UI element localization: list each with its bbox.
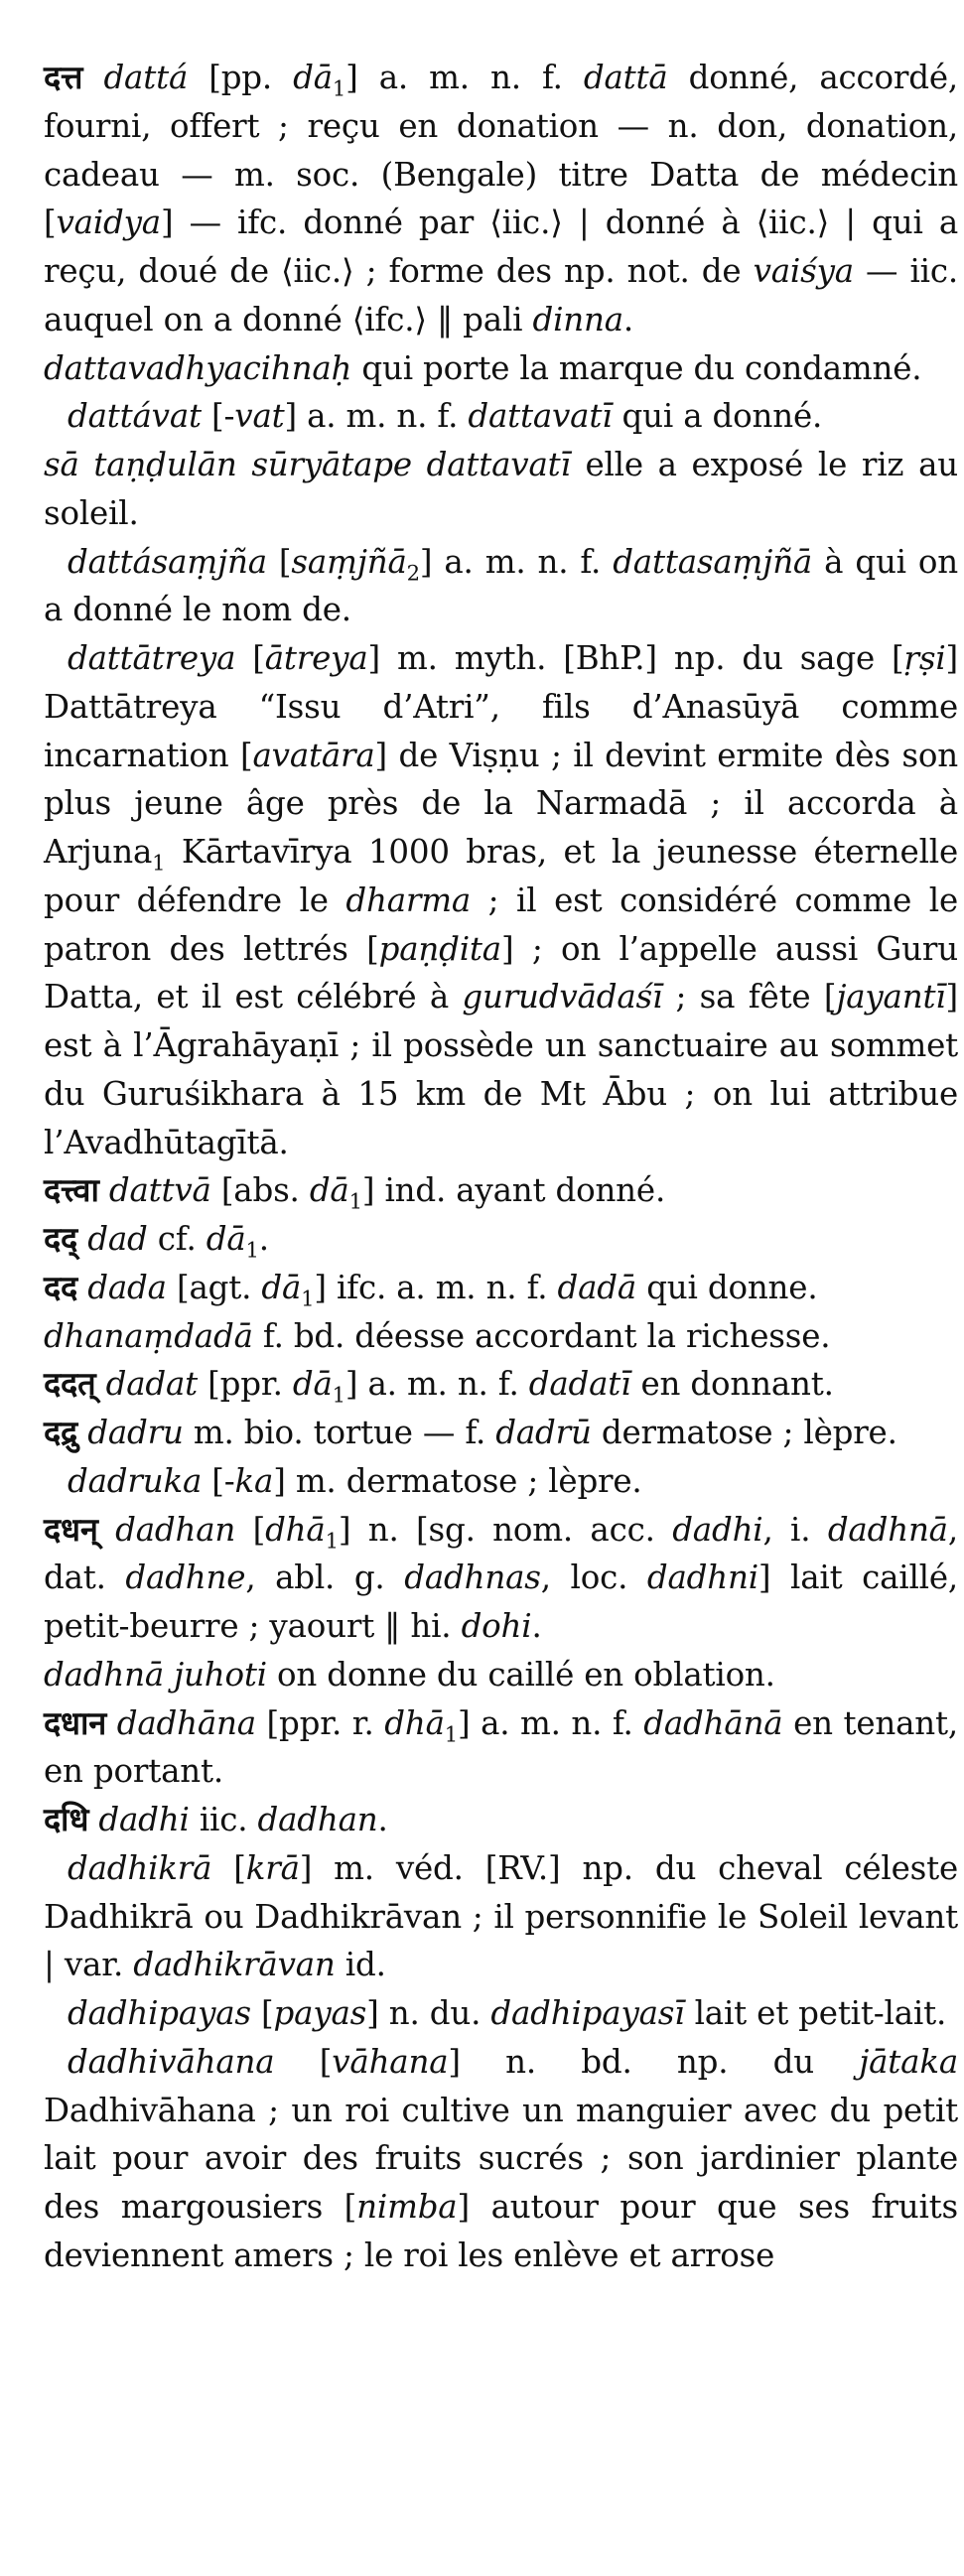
italic-term: dada	[87, 1268, 167, 1306]
italic-term: ātreya	[264, 639, 368, 677]
dictionary-entry	[44, 441, 958, 538]
entry-text: ; il est considéré comme le patron des lettrés [	[44, 881, 958, 968]
entry-text: [agt.	[166, 1268, 262, 1306]
entry-text: ] a. m. n. f.	[419, 542, 614, 581]
entry-text	[99, 1171, 109, 1209]
entry-text: f. bd. déesse accordant la richesse.	[252, 1316, 831, 1355]
entry-text	[77, 1269, 87, 1306]
italic-term: vaidya	[56, 203, 161, 242]
entry-text: , loc.	[540, 1559, 647, 1597]
entry-text: [pp.	[188, 59, 294, 96]
italic-term: dattā	[583, 59, 668, 96]
italic-term: dattavatī	[468, 397, 613, 436]
entry-text: donné, accordé, fourni, offert ; reçu en donation — n. don, donation, cadeau — m. soc. (Bengale) titre Datta de médecin [	[44, 59, 958, 242]
dictionary-entry	[44, 1506, 958, 1651]
entry-text: elle a exposé le riz au soleil.	[44, 446, 958, 532]
entry-text: [-	[201, 397, 235, 436]
entry-text: ] m. myth. [BhP.] np. du sage [	[367, 639, 904, 677]
entry-text: ] a. m. n. f.	[458, 1703, 644, 1742]
entry-text	[106, 1704, 117, 1742]
italic-term: dadat	[105, 1365, 199, 1404]
entry-text: m. bio. tortue — f.	[183, 1414, 496, 1451]
entry-text: [	[235, 1510, 266, 1549]
entry-text: id.	[335, 1946, 386, 1984]
dictionary-entry	[44, 344, 958, 393]
entry-text: ] autour pour que ses fruits deviennent amers ; le roi les enlève et arrose	[44, 2188, 958, 2274]
subscript-index: 1	[332, 75, 346, 101]
entry-text: à qui on a donné le nom de.	[44, 542, 958, 629]
headword-devanagari: दत्त	[44, 59, 83, 96]
entry-text: lait et petit-lait.	[684, 1994, 947, 2032]
entry-text: [	[211, 1848, 246, 1887]
entry-text: ] ifc. a. m. n. f.	[314, 1268, 558, 1306]
italic-term: dadhipayas	[68, 1994, 251, 2032]
dictionary-entry	[44, 1457, 958, 1506]
subscript-index: 1	[325, 1528, 339, 1553]
headword-devanagari: ददत्	[44, 1365, 96, 1404]
entry-text: , i.	[762, 1510, 828, 1549]
dictionary-entry	[44, 2038, 958, 2280]
italic-term: dadhānā	[643, 1703, 783, 1742]
italic-term: vaiśya	[753, 252, 854, 290]
italic-term: dhā	[265, 1510, 326, 1549]
entry-text	[82, 59, 103, 96]
entry-text: qui a donné.	[612, 397, 823, 436]
entry-text	[98, 1511, 115, 1549]
italic-term: dadhikrāvan	[133, 1946, 336, 1984]
subscript-index: 1	[332, 1382, 345, 1408]
entry-text: .	[377, 1801, 388, 1838]
entry-text: ] Dattātreya “Issu d’Atri”, fils d’Anasūyā comme incarnation [	[44, 639, 958, 774]
italic-term: dadatī	[528, 1365, 631, 1404]
italic-term: dadhi	[672, 1510, 763, 1549]
entry-text: .	[622, 300, 634, 339]
subscript-index: 2	[406, 560, 420, 585]
italic-term: paṇḍita	[378, 929, 501, 968]
italic-term: dadruka	[68, 1461, 203, 1500]
italic-term: dattávat	[68, 397, 202, 436]
entry-text: , abl. g.	[245, 1559, 405, 1597]
italic-term: dinna	[532, 300, 623, 339]
entry-text: en donnant.	[630, 1365, 834, 1404]
subscript-index: 1	[348, 1188, 362, 1214]
italic-term: dadrū	[495, 1414, 592, 1451]
italic-term: dadā	[557, 1268, 637, 1306]
entry-text: ; sa fête [	[662, 978, 837, 1017]
entry-text: ] n. [sg. nom. acc.	[338, 1510, 673, 1549]
entry-text: qui porte la marque du condamné.	[351, 348, 922, 387]
entry-text	[77, 1220, 87, 1258]
entry-text: Kārtavīrya 1000 bras, et la jeunesse éternelle pour défendre le	[44, 833, 958, 919]
dictionary-entry	[44, 1651, 958, 1699]
entry-text: [	[250, 1994, 274, 2032]
headword-devanagari: दद्	[44, 1220, 78, 1258]
dictionary-entry	[44, 1844, 958, 1989]
entry-text: on donne du caillé en oblation.	[266, 1655, 775, 1694]
dictionary-entry	[44, 392, 958, 441]
entry-text: ] a. m. n. f.	[345, 59, 584, 96]
italic-term: payas	[273, 1994, 367, 2032]
entry-text: [ppr. r.	[255, 1703, 385, 1742]
entry-text: [ppr.	[198, 1365, 293, 1404]
italic-term: saṃjñā	[291, 542, 407, 581]
italic-term: krā	[245, 1848, 300, 1887]
dictionary-entry	[44, 1989, 958, 2038]
dictionary-entry	[44, 1699, 958, 1797]
italic-term: dattá	[103, 59, 189, 96]
entry-text: ] de Viṣṇu ; il devint ermite dès son plus jeune âge près de la Narmadā ; il accorda à Arjuna	[44, 736, 958, 871]
italic-term: jātaka	[859, 2042, 958, 2081]
headword-devanagari: दत्त्वा	[44, 1171, 99, 1210]
italic-term: sā taṇḍulān sūryātape dattavatī	[44, 446, 571, 483]
entry-text: ] — ifc. donné par ⟨iic.⟩ | donné à ⟨iic.⟩ | qui a reçu, doué de ⟨iic.⟩ ; forme des np. not. de	[44, 203, 958, 290]
entry-text: [	[235, 639, 265, 677]
subscript-index: 1	[444, 1721, 459, 1746]
italic-term: dhanaṃdadā	[44, 1316, 253, 1355]
italic-term: dā	[261, 1268, 302, 1306]
italic-term: dadhan	[115, 1510, 236, 1549]
italic-term: gurudvādaśī	[462, 978, 663, 1017]
dictionary-entry	[44, 1264, 958, 1312]
entry-text: [-	[202, 1461, 235, 1500]
italic-term: dattasaṃjñā	[613, 542, 813, 581]
italic-term: dattvā	[108, 1171, 211, 1210]
headword-devanagari: दद्रु	[44, 1414, 78, 1451]
entry-text: ] lait caillé, petit-beurre ; yaourt ‖ hi.	[44, 1559, 959, 1645]
dictionary-entry	[44, 538, 958, 635]
italic-term: ṛṣi	[903, 639, 946, 677]
entry-text: ] est à l’Āgrahāyaṇī ; il possède un sanctuaire au sommet du Guruśikhara à 15 km de Mt Ābu ; on lui attribue l’Avadhūtagītā.	[44, 978, 958, 1161]
entry-text: ] a. m. n. f.	[284, 397, 469, 436]
dictionary-entry	[44, 1215, 958, 1264]
entry-text: iic.	[189, 1801, 258, 1838]
headword-devanagari: दधि	[44, 1801, 89, 1838]
entry-text: , dat.	[44, 1510, 958, 1597]
entry-text: [	[274, 2042, 333, 2081]
italic-term: dad	[87, 1220, 148, 1258]
entry-text	[77, 1414, 87, 1451]
italic-term: dā	[309, 1171, 349, 1210]
italic-term: dharma	[345, 881, 472, 919]
entry-text: dermatose ; lèpre.	[591, 1414, 897, 1451]
italic-term: dā	[293, 59, 333, 96]
entry-text	[95, 1365, 105, 1403]
subscript-index: 1	[301, 1286, 315, 1311]
entry-text: cf.	[147, 1220, 207, 1258]
italic-term: dadhne	[125, 1559, 246, 1597]
italic-term: dadru	[87, 1414, 184, 1451]
italic-term: dadhni	[646, 1559, 758, 1597]
italic-term: dadhāna	[116, 1703, 256, 1742]
italic-term: dadhnā	[827, 1510, 948, 1549]
italic-term: nimba	[356, 2188, 458, 2226]
italic-term: vat	[234, 397, 285, 436]
entry-text: ] n. du.	[366, 1994, 491, 2032]
dictionary-entry	[44, 634, 958, 1166]
entry-text: .	[258, 1220, 269, 1258]
headword-devanagari: दद	[44, 1268, 78, 1306]
italic-term: dadhnā juhoti	[44, 1655, 267, 1694]
italic-term: dhā	[384, 1703, 445, 1742]
italic-term: dadhan	[257, 1801, 378, 1838]
italic-term: dadhipayasī	[490, 1994, 685, 2032]
dictionary-entry	[44, 1166, 958, 1215]
entry-text: ] n. bd. np. du	[448, 2042, 860, 2081]
dictionary-entry	[44, 1360, 958, 1409]
headword-devanagari: दधन्	[44, 1510, 98, 1549]
dictionary-entry	[44, 54, 958, 344]
entry-text: [	[266, 542, 292, 581]
italic-term: dattásaṃjña	[68, 542, 267, 581]
italic-term: vāhana	[332, 2042, 449, 2081]
italic-term: avatāra	[252, 736, 375, 774]
italic-term: dā	[292, 1365, 333, 1404]
italic-term: dattavadhyacihnaḥ	[44, 348, 352, 387]
dictionary-entry	[44, 1796, 958, 1844]
entry-text: Dadhivāhana ; un roi cultive un manguier avec du petit lait pour avoir des fruits sucrés ; son jardinier plante des margousiers [	[44, 2091, 958, 2226]
italic-term: jayantī	[836, 978, 946, 1017]
dictionary-entry	[44, 1312, 958, 1361]
subscript-index: 1	[152, 850, 166, 876]
dictionary-entry	[44, 1409, 958, 1457]
italic-term: dadhnas	[404, 1559, 541, 1597]
entry-text: ] ind. ayant donné.	[361, 1171, 666, 1210]
italic-term: dattātreya	[68, 639, 236, 677]
entry-text: — iic. auquel on a donné ⟨ifc.⟩ ‖ pali	[44, 252, 958, 339]
subscript-index: 1	[245, 1237, 259, 1263]
entry-text: ] m. dermatose ; lèpre.	[273, 1461, 642, 1500]
italic-term: dadhikrā	[68, 1848, 212, 1887]
italic-term: dadhivāhana	[68, 2042, 275, 2081]
entry-text: ] ; on l’appelle aussi Guru Datta, et il est célébré à	[44, 929, 958, 1017]
italic-term: dohi	[461, 1607, 532, 1645]
entry-text: en tenant, en portant.	[44, 1703, 958, 1791]
entry-text: ] m. véd. [RV.] np. du cheval céleste Dadhikrā ou Dadhikrāvan ; il personnifie le Soleil levant | var.	[44, 1848, 958, 1984]
italic-term: ka	[234, 1461, 274, 1500]
headword-devanagari: दधान	[44, 1703, 107, 1742]
italic-term: dadhi	[98, 1801, 190, 1838]
entry-text: qui donne.	[636, 1268, 818, 1306]
entry-text	[88, 1801, 98, 1838]
entry-text: ] a. m. n. f.	[344, 1365, 529, 1404]
entry-text: .	[531, 1607, 542, 1645]
entry-text: [abs.	[210, 1171, 310, 1210]
italic-term: dā	[206, 1220, 246, 1258]
